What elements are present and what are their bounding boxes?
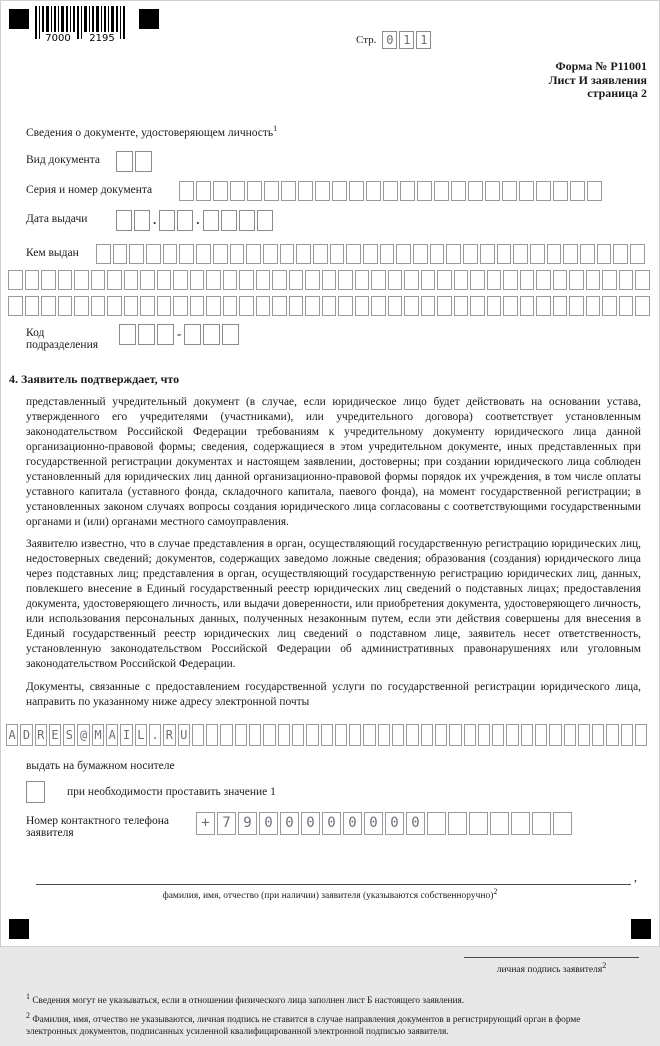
grid-cell[interactable] (388, 270, 403, 290)
grid-cell[interactable] (536, 270, 551, 290)
grid-cell[interactable]: 9 (238, 812, 257, 835)
grid-cell[interactable] (487, 296, 502, 316)
grid-cell[interactable] (239, 296, 254, 316)
grid-cell[interactable] (470, 270, 485, 290)
grid-cell[interactable] (635, 296, 650, 316)
grid-cell[interactable] (58, 296, 73, 316)
grid-cell[interactable] (549, 724, 561, 746)
grid-cell[interactable] (173, 270, 188, 290)
grid-cell[interactable] (107, 296, 122, 316)
grid-cell[interactable] (74, 296, 89, 316)
issue-date-month-cells (159, 210, 193, 231)
registration-square-bottom-right (631, 919, 651, 939)
issuer-label: Кем выдан (26, 247, 79, 260)
grid-cell[interactable] (192, 724, 204, 746)
grid-cell[interactable] (58, 270, 73, 290)
barcode-image (34, 6, 130, 44)
grid-cell[interactable] (223, 270, 238, 290)
grid-cell[interactable] (371, 296, 386, 316)
grid-cell[interactable] (536, 296, 551, 316)
grid-cell[interactable] (305, 270, 320, 290)
grid-cell[interactable] (272, 296, 287, 316)
grid-cell[interactable] (292, 724, 304, 746)
grid-cell[interactable] (404, 270, 419, 290)
grid-cell[interactable] (532, 812, 551, 835)
grid-cell[interactable] (322, 270, 337, 290)
grid-cell[interactable] (421, 296, 436, 316)
grid-cell[interactable]: M (92, 724, 104, 746)
grid-cell[interactable] (421, 724, 433, 746)
grid-cell[interactable] (91, 270, 106, 290)
grid-cell[interactable] (179, 244, 194, 264)
grid-cell[interactable] (454, 296, 469, 316)
grid-cell[interactable] (578, 724, 590, 746)
barcode-left-digits: 7000 (45, 33, 71, 44)
grid-cell[interactable] (563, 244, 578, 264)
grid-cell[interactable] (430, 244, 445, 264)
grid-cell[interactable] (74, 270, 89, 290)
grid-cell[interactable] (335, 724, 347, 746)
grid-cell[interactable] (206, 724, 218, 746)
grid-cell[interactable] (249, 724, 261, 746)
fio-line-comma: , (634, 870, 637, 885)
grid-cell[interactable] (91, 296, 106, 316)
grid-cell[interactable] (396, 244, 411, 264)
issuer-cells-row2 (8, 270, 651, 290)
grid-cell[interactable]: A (106, 724, 118, 746)
grid-cell[interactable] (222, 324, 239, 345)
grid-cell[interactable] (586, 296, 601, 316)
grid-cell[interactable] (247, 181, 262, 201)
page-number-label: Стр. (356, 34, 377, 46)
grid-cell[interactable] (203, 324, 220, 345)
grid-cell[interactable] (570, 181, 585, 201)
grid-cell[interactable] (520, 296, 535, 316)
grid-cell[interactable] (223, 296, 238, 316)
grid-cell[interactable] (463, 244, 478, 264)
grid-cell[interactable]: 0 (322, 812, 341, 835)
grid-cell[interactable] (349, 181, 364, 201)
grid-cell[interactable]: R (163, 724, 175, 746)
grid-cell[interactable] (406, 724, 418, 746)
grid-cell[interactable] (140, 296, 155, 316)
grid-cell[interactable]: 1 (399, 31, 414, 49)
grid-cell[interactable] (135, 151, 152, 172)
grid-cell[interactable]: D (20, 724, 32, 746)
grid-cell[interactable] (278, 724, 290, 746)
grid-cell[interactable] (203, 210, 219, 231)
grid-cell[interactable] (25, 270, 40, 290)
grid-cell[interactable] (289, 270, 304, 290)
grid-cell[interactable]: U (178, 724, 190, 746)
section4-paragraph-3: Документы, связанные с предоставлением государственной услуги по государственной регистрации юридического лица, направить по указанному ниже адресу электронной почты (26, 680, 641, 708)
grid-cell[interactable] (564, 724, 576, 746)
grid-cell[interactable] (264, 181, 279, 201)
grid-cell[interactable] (363, 244, 378, 264)
grid-cell[interactable] (587, 181, 602, 201)
grid-cell[interactable] (157, 296, 172, 316)
grid-cell[interactable] (586, 270, 601, 290)
grid-cell[interactable] (521, 724, 533, 746)
form-page-label: страница 2 (587, 86, 647, 100)
barcode-right-digits: 2195 (89, 33, 115, 44)
grid-cell[interactable] (497, 244, 512, 264)
section4-paragraph-1: представленный учредительный документ (в случае, если юридическое лицо будет действовать на основании устава, утвержденного его учредителями (участниками), или учредительного договора) соответствует установленным законодательством Российской Федерации требованиям к учредительному документу юридического лица данной организационно-правовой формы; сведения, содержащиеся в этом учредительном документе, иных представленных при государственной регистрации документах и настоящем заявлении, достоверны; при создании юридического лица соблюден установленный для юридических лиц данной организационно-правовой формы порядок их учреждения, в том числе оплаты уставного капитала (уставного фонда, складочного капитала, паевого фонда), на момент государственной регистрации; в установленных законом случаях вопросы создания юридического лица согласованы с соответствующими государственными органами и (или) органами местного самоуправления. (26, 396, 641, 528)
grid-cell[interactable] (313, 244, 328, 264)
footnote-2: $^2$ Фамилия, имя, отчество не указываются, личная подпись не ставится в случае направления документов в регистрирующий орган в форме электронных документов, подписанных усиленной квалифицированной электронной подписью заявителя. (26, 1010, 581, 1037)
grid-cell[interactable] (157, 270, 172, 290)
grid-cell[interactable] (239, 270, 254, 290)
fio-caption-footnote-marker: 2 (493, 887, 498, 897)
registration-square-top-second (139, 9, 159, 29)
grid-cell[interactable] (380, 244, 395, 264)
grid-cell[interactable] (535, 724, 547, 746)
grid-cell[interactable] (478, 724, 490, 746)
grid-cell[interactable] (480, 244, 495, 264)
grid-cell[interactable] (400, 181, 415, 201)
grid-cell[interactable] (129, 244, 144, 264)
grid-cell[interactable] (511, 812, 530, 835)
grid-cell[interactable] (434, 181, 449, 201)
grid-cell[interactable] (363, 724, 375, 746)
grid-cell[interactable]: 7 (217, 812, 236, 835)
grid-cell[interactable] (177, 210, 193, 231)
footnote-1: $^1$ Сведения могут не указываться, если в отношении физического лица заполнен лист Б настоящего заявления. (26, 991, 465, 1006)
grid-cell[interactable] (383, 181, 398, 201)
series-number-label: Серия и номер документа (26, 184, 153, 197)
grid-cell[interactable] (206, 296, 221, 316)
grid-cell[interactable] (140, 270, 155, 290)
grid-cell[interactable] (553, 812, 572, 835)
grid-cell[interactable] (138, 324, 155, 345)
grid-cell[interactable] (263, 244, 278, 264)
grid-cell[interactable] (206, 270, 221, 290)
grid-cell[interactable] (602, 270, 617, 290)
grid-cell[interactable] (338, 296, 353, 316)
grid-cell[interactable] (635, 270, 650, 290)
grid-cell[interactable] (213, 244, 228, 264)
grid-cell[interactable] (41, 270, 56, 290)
issue-date-day-cells (116, 210, 150, 231)
grid-cell[interactable] (26, 781, 45, 803)
grid-cell[interactable]: 0 (364, 812, 383, 835)
grid-cell[interactable]: 0 (301, 812, 320, 835)
grid-cell[interactable] (184, 324, 201, 345)
grid-cell[interactable] (635, 724, 647, 746)
personal-signature-caption: личная подпись заявителя$^2$ (496, 960, 607, 975)
grid-cell[interactable]: 0 (385, 812, 404, 835)
grid-cell[interactable] (451, 181, 466, 201)
division-code-separator: - (177, 326, 182, 342)
personal-signature-line[interactable] (464, 946, 639, 958)
applicant-fio-signature-line[interactable] (36, 871, 631, 885)
grid-cell[interactable]: A (6, 724, 18, 746)
grid-cell[interactable] (630, 244, 645, 264)
grid-cell[interactable] (305, 296, 320, 316)
grid-cell[interactable] (613, 244, 628, 264)
grid-cell[interactable] (116, 151, 133, 172)
grid-cell[interactable] (8, 296, 23, 316)
grid-cell[interactable] (606, 724, 618, 746)
grid-cell[interactable] (469, 812, 488, 835)
grid-cell[interactable] (332, 181, 347, 201)
grid-cell[interactable]: 0 (343, 812, 362, 835)
grid-cell[interactable] (621, 724, 633, 746)
grid-cell[interactable] (485, 181, 500, 201)
personal-caption-footnote-marker: 2 (602, 960, 607, 970)
grid-cell[interactable] (490, 812, 509, 835)
division-code-cells-b (184, 324, 239, 345)
grid-cell[interactable] (437, 270, 452, 290)
form-sheet: Лист И заявления (548, 72, 647, 87)
grid-cell[interactable]: + (196, 812, 215, 835)
grid-cell[interactable] (116, 210, 132, 231)
top-registration-bar (9, 9, 651, 51)
grid-cell[interactable] (107, 270, 122, 290)
grid-cell[interactable]: E (49, 724, 61, 746)
grid-cell[interactable] (355, 296, 370, 316)
grid-cell[interactable] (569, 270, 584, 290)
grid-cell[interactable] (553, 270, 568, 290)
grid-cell[interactable]: 1 (416, 31, 431, 49)
grid-cell[interactable] (513, 244, 528, 264)
grid-cell[interactable] (330, 244, 345, 264)
grid-cell[interactable] (256, 296, 271, 316)
grid-cell[interactable] (487, 270, 502, 290)
grid-cell[interactable] (421, 270, 436, 290)
doc-type-cells (116, 151, 152, 172)
barcode (34, 6, 130, 49)
grid-cell[interactable] (392, 724, 404, 746)
issue-date-year-cells (203, 210, 273, 231)
grid-cell[interactable] (553, 181, 568, 201)
grid-cell[interactable] (159, 210, 175, 231)
grid-cell[interactable]: L (135, 724, 147, 746)
grid-cell[interactable] (163, 244, 178, 264)
grid-cell[interactable] (536, 181, 551, 201)
grid-cell[interactable] (281, 181, 296, 201)
grid-cell[interactable] (321, 724, 333, 746)
grid-cell[interactable] (8, 270, 23, 290)
grid-cell[interactable] (470, 296, 485, 316)
grid-cell[interactable] (371, 270, 386, 290)
grid-cell[interactable] (196, 181, 211, 201)
grid-cell[interactable] (619, 270, 634, 290)
grid-cell[interactable] (602, 296, 617, 316)
series-number-cells (179, 181, 602, 201)
issuer-cells-row1 (96, 244, 645, 264)
grid-cell[interactable]: I (120, 724, 132, 746)
registration-square-top-left (9, 9, 29, 29)
grid-cell[interactable] (190, 270, 205, 290)
grid-cell[interactable] (404, 296, 419, 316)
grid-cell[interactable] (306, 724, 318, 746)
grid-cell[interactable]: 0 (259, 812, 278, 835)
grid-cell[interactable] (280, 244, 295, 264)
grid-cell[interactable] (113, 244, 128, 264)
grid-cell[interactable] (124, 270, 139, 290)
grid-cell[interactable] (580, 244, 595, 264)
grid-cell[interactable] (119, 324, 136, 345)
grid-cell[interactable] (246, 244, 261, 264)
grid-cell[interactable] (124, 296, 139, 316)
grid-cell[interactable] (230, 181, 245, 201)
grid-cell[interactable] (597, 244, 612, 264)
phone-number-cells (196, 812, 572, 835)
grid-cell[interactable] (196, 244, 211, 264)
grid-cell[interactable] (289, 296, 304, 316)
grid-cell[interactable] (349, 724, 361, 746)
grid-cell[interactable] (146, 244, 161, 264)
grid-cell[interactable] (157, 324, 174, 345)
grid-cell[interactable] (322, 296, 337, 316)
grid-cell[interactable] (239, 210, 255, 231)
form-header (9, 60, 651, 101)
footnotes (26, 991, 651, 1038)
grid-cell[interactable] (96, 244, 111, 264)
division-code-cells-a (119, 324, 174, 345)
grid-cell[interactable] (592, 724, 604, 746)
grid-cell[interactable] (468, 181, 483, 201)
grid-cell[interactable] (25, 296, 40, 316)
section4-paragraph-2: Заявителю известно, что в случае представления в орган, осуществляющий государственную регистрацию юридических лиц, недостоверных сведений; документов, содержащих заведомо ложные сведения; образования (создания) юридического лица через подставных лиц; представления в орган, осуществляющий государственную регистрацию юридических лиц, данных, повлекшего внесение в Единый государственный реестр юридических лиц сведений о подставных лицах; предоставления документа, удостоверяющего личность, или выдачи доверенности, или приобретения документа, удостоверяющего личность, или использования персональных данных, полученных незаконным путем, если эти действия совершены для внесения в Единый государственный реестр юридических лиц сведений о подставном лице, заявитель несет ответственность, установленную законодательством Российской Федерации об административных правонарушениях или уголовным законодательством Российской Федерации. (26, 538, 641, 670)
grid-cell[interactable] (41, 296, 56, 316)
grid-cell[interactable] (190, 296, 205, 316)
grid-cell[interactable] (619, 296, 634, 316)
grid-cell[interactable] (503, 270, 518, 290)
date-separator: . (153, 212, 157, 228)
grid-cell[interactable] (346, 244, 361, 264)
grid-cell[interactable] (454, 270, 469, 290)
grid-cell[interactable] (173, 296, 188, 316)
form-number: Форма № Р11001 (555, 59, 647, 73)
grid-cell[interactable] (179, 181, 194, 201)
grid-cell[interactable] (437, 296, 452, 316)
grid-cell[interactable] (492, 724, 504, 746)
grid-cell[interactable] (315, 181, 330, 201)
paper-copy-label: выдать на бумажном носителе (26, 760, 175, 773)
grid-cell[interactable]: . (149, 724, 161, 746)
grid-cell[interactable]: R (35, 724, 47, 746)
phone-number-label: Номер контактного телефона заявителя (26, 815, 170, 840)
grid-cell[interactable] (569, 296, 584, 316)
section4-heading: 4. Заявитель подтверждает, что (9, 372, 180, 387)
grid-cell[interactable] (435, 724, 447, 746)
grid-cell[interactable]: 0 (280, 812, 299, 835)
grid-cell[interactable]: 0 (406, 812, 425, 835)
grid-cell[interactable] (530, 244, 545, 264)
identity-section-title: Сведения о документе, удостоверяющем личность$^1$ (26, 123, 278, 139)
grid-cell[interactable] (388, 296, 403, 316)
grid-cell[interactable] (413, 244, 428, 264)
grid-cell[interactable] (519, 181, 534, 201)
grid-cell[interactable] (553, 296, 568, 316)
grid-cell[interactable] (366, 181, 381, 201)
grid-cell[interactable] (220, 724, 232, 746)
grid-cell[interactable] (503, 296, 518, 316)
grid-cell[interactable] (355, 270, 370, 290)
grid-cell[interactable] (449, 724, 461, 746)
grid-cell[interactable]: S (63, 724, 75, 746)
registration-square-bottom-left (9, 919, 29, 939)
grid-cell[interactable] (502, 181, 517, 201)
checkbox-hint-label: при необходимости проставить значение 1 (67, 786, 276, 799)
identity-title-footnote-marker: 1 (273, 123, 278, 133)
grid-cell[interactable] (257, 210, 273, 231)
page-number-cells (382, 31, 431, 49)
grid-cell[interactable] (256, 270, 271, 290)
grid-cell[interactable] (338, 270, 353, 290)
grid-cell[interactable] (520, 270, 535, 290)
issuer-cells-row3 (8, 296, 651, 316)
grid-cell[interactable] (506, 724, 518, 746)
issue-date-label: Дата выдачи (26, 213, 88, 226)
grid-cell[interactable] (235, 724, 247, 746)
grid-cell[interactable] (448, 812, 467, 835)
paper-copy-checkbox (26, 781, 45, 803)
grid-cell[interactable] (298, 181, 313, 201)
grid-cell[interactable] (272, 270, 287, 290)
grid-cell[interactable] (134, 210, 150, 231)
grid-cell[interactable] (427, 812, 446, 835)
grid-cell[interactable] (464, 724, 476, 746)
date-separator: . (196, 212, 200, 228)
grid-cell[interactable] (221, 210, 237, 231)
grid-cell[interactable]: 0 (382, 31, 397, 49)
grid-cell[interactable] (296, 244, 311, 264)
division-code-label: Код подразделения (26, 327, 99, 352)
grid-cell[interactable] (446, 244, 461, 264)
grid-cell[interactable]: @ (77, 724, 89, 746)
grid-cell[interactable] (378, 724, 390, 746)
grid-cell[interactable] (417, 181, 432, 201)
fio-caption: фамилия, имя, отчество (при наличии) заявителя (указываются собственноручно)$^2$ (162, 887, 498, 902)
grid-cell[interactable] (213, 181, 228, 201)
grid-cell[interactable] (230, 244, 245, 264)
grid-cell[interactable] (263, 724, 275, 746)
doc-type-label: Вид документа (26, 154, 100, 167)
grid-cell[interactable] (547, 244, 562, 264)
email-cells (6, 724, 651, 746)
